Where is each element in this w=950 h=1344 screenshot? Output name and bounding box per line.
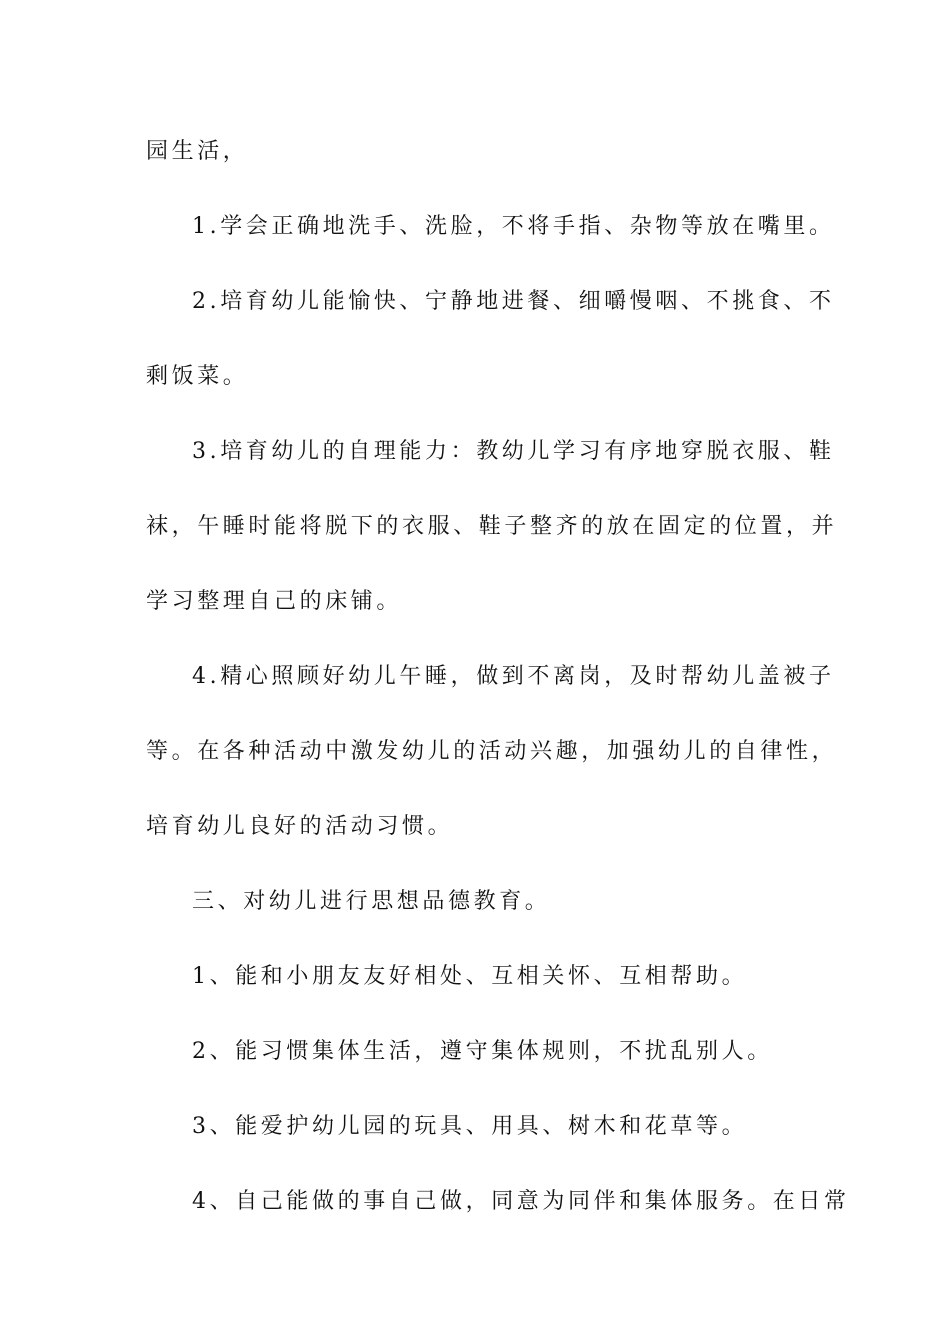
text-line: 袜，午睡时能将脱下的衣服、鞋子整齐的放在固定的位置，并 bbox=[146, 514, 838, 539]
text-line: 2.培育幼儿能愉快、宁静地进餐、细嚼慢咽、不挑食、不 bbox=[192, 289, 835, 314]
text-line: 4.精心照顾好幼儿午睡，做到不离岗，及时帮幼儿盖被子 bbox=[192, 664, 835, 689]
text-line: 园生活， bbox=[146, 139, 249, 164]
text-line: 3.培育幼儿的自理能力：教幼儿学习有序地穿脱衣服、鞋 bbox=[192, 439, 835, 464]
text-line: 1.学会正确地洗手、洗脸，不将手指、杂物等放在嘴里。 bbox=[192, 214, 835, 239]
text-line: 剩饭菜。 bbox=[146, 364, 249, 389]
text-line: 3、能爱护幼儿园的玩具、用具、树木和花草等。 bbox=[192, 1114, 748, 1139]
section-heading: 三、对幼儿进行思想品德教育。 bbox=[192, 889, 551, 914]
text-line: 培育幼儿良好的活动习惯。 bbox=[146, 814, 454, 839]
text-line: 1、能和小朋友友好相处、互相关怀、互相帮助。 bbox=[192, 964, 748, 989]
text-line: 2、能习惯集体生活，遵守集体规则，不扰乱别人。 bbox=[192, 1039, 773, 1064]
text-line: 学习整理自己的床铺。 bbox=[146, 589, 403, 614]
text-line: 4、自己能做的事自己做，同意为同伴和集体服务。在日常 bbox=[192, 1189, 850, 1214]
text-line: 等。在各种活动中激发幼儿的活动兴趣，加强幼儿的自律性， bbox=[146, 739, 838, 764]
